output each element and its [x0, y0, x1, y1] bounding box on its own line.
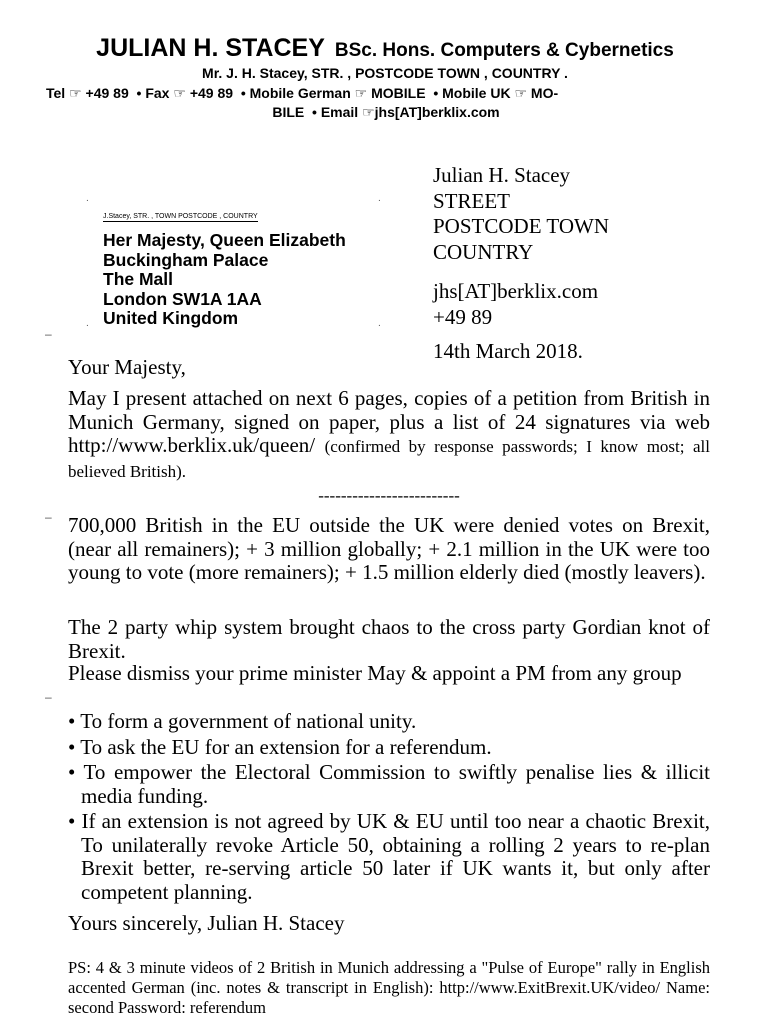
pointing-hand-icon: ☞: [354, 85, 368, 101]
mobile-uk-value-cont: BILE: [272, 104, 305, 120]
paragraph-petition: [68, 387, 710, 483]
closing: Yours sincerely, Julian H. Stacey: [68, 911, 345, 935]
pointing-hand-icon: ☞: [362, 104, 375, 120]
sender-name: Julian H. Stacey: [433, 163, 571, 187]
mobile-de-label: Mobile German: [249, 85, 351, 101]
bullet-separator: •: [240, 85, 246, 101]
bullet-separator: •: [312, 104, 317, 120]
recipient-line: Buckingham Palace: [103, 249, 269, 270]
email-label: Email: [320, 104, 359, 120]
sender-country: COUNTRY: [433, 239, 534, 264]
paragraph-note: (confirmed by response passwords; I know most; all believed British).: [68, 437, 710, 481]
pointing-hand-icon: ☞: [173, 85, 186, 101]
return-address-line: J.Stacey, STR. , TOWN POSTCODE , COUNTRY: [103, 213, 258, 220]
letterhead-address: Mr. J. H. Stacey, STR. , POSTCODE TOWN , COUNTRY .: [202, 65, 568, 81]
paragraph-request: Please dismiss your prime minister May & appoint a PM from any group: [68, 661, 682, 685]
section-separator: -------------------------: [318, 486, 460, 505]
recipient-line: United Kingdom: [103, 308, 239, 328]
mobile-uk-value: MO-: [530, 85, 559, 101]
email-value: jhs[AT]berklix.com: [374, 104, 500, 120]
recipient-line: The Mall: [103, 269, 174, 289]
fold-mark: –: [45, 690, 52, 704]
fold-mark: –: [45, 327, 52, 341]
recipient-line: London SW1A 1AA: [103, 288, 262, 309]
window-corner-mark: .: [86, 193, 89, 204]
window-corner-mark: .: [378, 318, 381, 329]
pointing-hand-icon: ☞: [69, 85, 82, 101]
mobile-uk-label: Mobile UK: [442, 85, 511, 101]
request-list: [68, 710, 710, 906]
list-item: • To ask the EU for an extension for a referendum.: [68, 734, 492, 759]
paragraph-text: May I present attached on next 6 pages, copies of a petition from British in Munich Germany, signed on paper, plus a list of 24 signatures via web http://www.berklix.uk/queen/: [68, 386, 710, 457]
postscript: PS: 4 & 3 minute videos of 2 British in Munich addressing a "Pulse of Europe" rally in English accented German (inc. notes & transcript in English): http://www.ExitBrexit.UK/video/ Name: second Password: referendum: [68, 958, 710, 1017]
pointing-hand-icon: ☞: [514, 85, 528, 101]
mobile-de-value: MOBILE: [371, 85, 426, 101]
paragraph-whip: The 2 party whip system brought chaos to the cross party Gordian knot of Brexit.: [68, 615, 710, 663]
recipient-address: [103, 231, 346, 329]
salutation: Your Majesty,: [68, 355, 186, 379]
window-corner-mark: .: [86, 318, 89, 329]
window-corner-mark: .: [378, 193, 381, 204]
sender-phone: +49 89: [433, 304, 493, 329]
bullet-separator: •: [136, 85, 142, 101]
paragraph-votes: 700,000 British in the EU outside the UK were denied votes on Brexit, (near all remainers); + 3 million globally; + 2.1 million in the UK were too young to vote (more remainers); + 1.5 million elderly died (mostly leavers).: [68, 513, 710, 584]
tel-label: Tel: [46, 85, 66, 101]
bullet-separator: •: [433, 85, 439, 101]
recipient-line: Her Majesty, Queen Elizabeth: [103, 230, 346, 250]
list-item: • To empower the Electoral Commission to swiftly penalise lies & illicit media funding.: [68, 760, 710, 808]
list-item: • To form a government of national unity.: [68, 709, 417, 733]
letterhead-title: [0, 34, 770, 63]
tel-value: +49 89: [85, 85, 129, 101]
fax-label: Fax: [145, 85, 170, 101]
fax-value: +49 89: [189, 85, 234, 101]
sender-email: jhs[AT]berklix.com: [433, 279, 599, 303]
author-name: JULIAN H. STACEY: [96, 34, 325, 62]
list-item: • If an extension is not agreed by UK & EU until too near a chaotic Brexit, To unilaterally revoke Article 50, obtaining a rolling 2 years to re-plan Brexit better, re-serving article 50 later if UK wants it, but only after competent planning.: [68, 809, 710, 904]
letterhead-contact: [46, 84, 726, 122]
sender-street: STREET: [433, 188, 510, 213]
fold-mark: –: [45, 510, 52, 524]
sender-contact: [433, 279, 598, 330]
author-degree: BSc. Hons. Computers & Cybernetics: [334, 40, 674, 61]
letter-date: 14th March 2018.: [433, 339, 583, 363]
sender-address: [433, 163, 609, 265]
sender-postcode-town: POSTCODE TOWN: [433, 214, 609, 238]
